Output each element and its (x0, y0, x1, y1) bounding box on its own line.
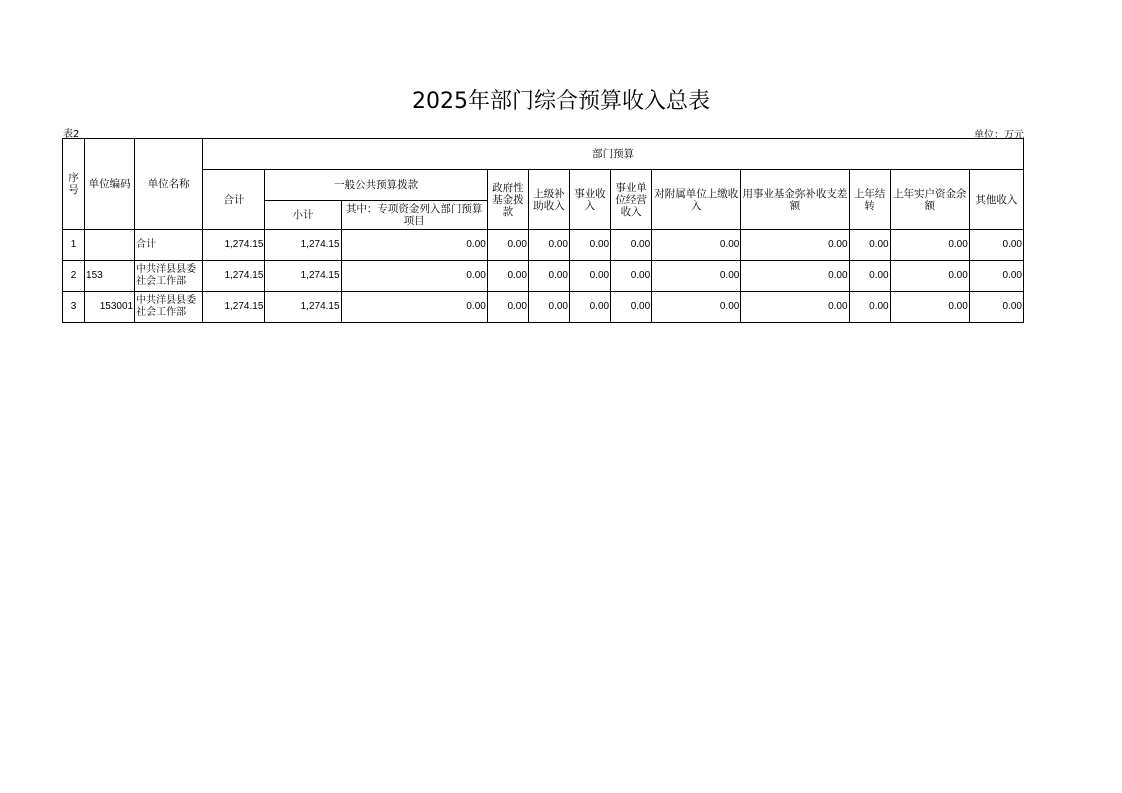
cell-subtotal: 1,274.15 (265, 292, 341, 323)
header-total: 合计 (203, 170, 265, 230)
cell-balance: 0.00 (890, 292, 969, 323)
header-seq: 序号 (63, 139, 85, 230)
header-prior-year-carryover: 上年结转 (849, 170, 890, 230)
cell-business: 0.00 (570, 292, 611, 323)
header-business-unit-operating: 事业单位经营收入 (611, 170, 652, 230)
cell-special: 0.00 (341, 261, 487, 292)
page-title: 2025年部门综合预算收入总表 (412, 89, 710, 114)
header-general-public: 一般公共预算拨款 (265, 170, 487, 201)
unit-label: 单位：万元 (974, 130, 1024, 141)
cell-balance: 0.00 (890, 230, 969, 261)
cell-fund-offset: 0.00 (741, 230, 849, 261)
cell-affiliated: 0.00 (652, 292, 741, 323)
header-subtotal: 小计 (265, 201, 341, 230)
cell-total: 1,274.15 (203, 230, 265, 261)
cell-code: 153 (85, 261, 135, 292)
cell-code (85, 230, 135, 261)
header-business-income: 事业收入 (570, 170, 611, 230)
cell-seq: 3 (63, 292, 85, 323)
cell-affiliated: 0.00 (652, 230, 741, 261)
cell-subtotal: 1,274.15 (265, 261, 341, 292)
cell-name: 中共洋县县委社会工作部 (135, 261, 203, 292)
cell-name: 中共洋县县委社会工作部 (135, 292, 203, 323)
cell-operating: 0.00 (611, 292, 652, 323)
cell-superior: 0.00 (528, 230, 569, 261)
cell-gov-fund: 0.00 (487, 292, 528, 323)
budget-income-table (62, 138, 1024, 323)
cell-name: 合计 (135, 230, 203, 261)
cell-operating: 0.00 (611, 230, 652, 261)
cell-seq: 2 (63, 261, 85, 292)
header-affiliated-units: 对附属单位上缴收入 (652, 170, 741, 230)
header-prior-year-balance: 上年实户资金余额 (890, 170, 969, 230)
header-dept-budget: 部门预算 (203, 139, 1024, 170)
cell-balance: 0.00 (890, 261, 969, 292)
cell-total: 1,274.15 (203, 292, 265, 323)
table-number: 表2 (63, 129, 80, 140)
cell-special: 0.00 (341, 292, 487, 323)
cell-operating: 0.00 (611, 261, 652, 292)
header-code: 单位编码 (85, 139, 135, 230)
table-row (63, 261, 1024, 292)
header-special-funds: 其中：专项资金列入部门预算项目 (341, 201, 487, 230)
table-row (63, 230, 1024, 261)
cell-fund-offset: 0.00 (741, 261, 849, 292)
table-row (63, 292, 1024, 323)
cell-business: 0.00 (570, 261, 611, 292)
cell-fund-offset: 0.00 (741, 292, 849, 323)
cell-carryover: 0.00 (849, 292, 890, 323)
cell-other: 0.00 (969, 292, 1023, 323)
cell-carryover: 0.00 (849, 230, 890, 261)
header-other-income: 其他收入 (969, 170, 1023, 230)
cell-subtotal: 1,274.15 (265, 230, 341, 261)
cell-superior: 0.00 (528, 261, 569, 292)
cell-total: 1,274.15 (203, 261, 265, 292)
cell-code: 153001 (85, 292, 135, 323)
cell-other: 0.00 (969, 261, 1023, 292)
cell-business: 0.00 (570, 230, 611, 261)
cell-carryover: 0.00 (849, 261, 890, 292)
header-business-fund-offset: 用事业基金弥补收支差额 (741, 170, 849, 230)
cell-superior: 0.00 (528, 292, 569, 323)
cell-affiliated: 0.00 (652, 261, 741, 292)
header-name: 单位名称 (135, 139, 203, 230)
cell-gov-fund: 0.00 (487, 230, 528, 261)
cell-other: 0.00 (969, 230, 1023, 261)
cell-seq: 1 (63, 230, 85, 261)
cell-special: 0.00 (341, 230, 487, 261)
header-gov-fund: 政府性基金拨款 (487, 170, 528, 230)
header-superior-subsidy: 上级补助收入 (528, 170, 569, 230)
cell-gov-fund: 0.00 (487, 261, 528, 292)
